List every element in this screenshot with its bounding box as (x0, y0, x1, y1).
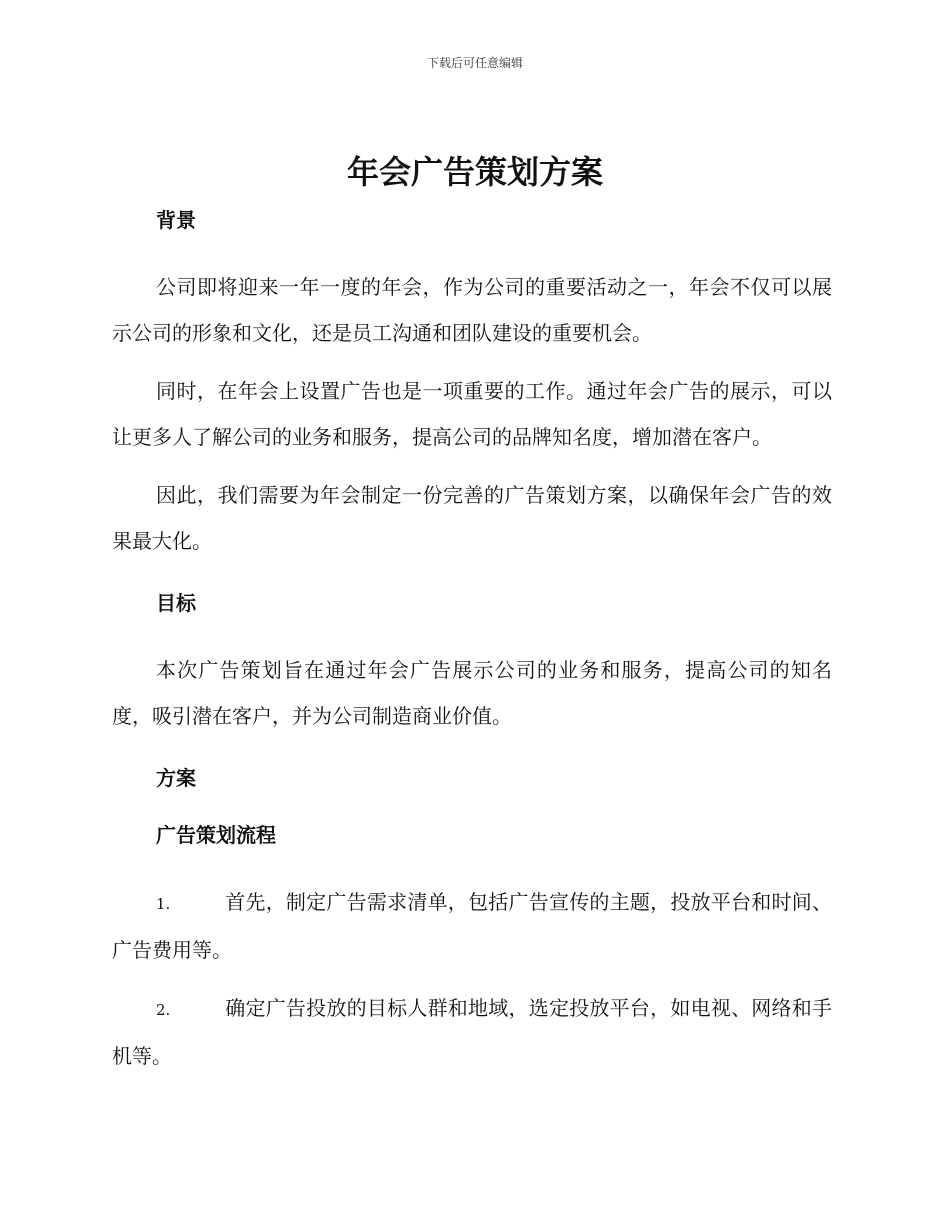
list-item-step-2 (112, 985, 832, 1079)
section-heading-background: 背景 (156, 208, 196, 232)
page-header-note: 下载后可任意编辑 (426, 56, 523, 70)
list-text: 确定广告投放的目标人群和地域，选定投放平台，如电视、网络和手机等。 (112, 996, 832, 1068)
section-heading-process: 广告策划流程 (156, 823, 276, 847)
document-body (112, 203, 832, 1079)
list-text: 首先，制定广告需求清单，包括广告宣传的主题，投放平台和时间、广告费用等。 (112, 890, 832, 962)
paragraph-background-3: 因此，我们需要为年会制定一份完善的广告策划方案，以确保年会广告的效果最大化。 (112, 483, 832, 553)
section-heading-goal: 目标 (156, 591, 196, 615)
section-heading-plan: 方案 (156, 766, 196, 790)
paragraph-goal-1: 本次广告策划旨在通过年会广告展示公司的业务和服务，提高公司的知名度，吸引潜在客户，并为公司制造商业价值。 (112, 658, 832, 728)
list-number: 2. (156, 1001, 171, 1019)
paragraph-background-2: 同时，在年会上设置广告也是一项重要的工作。通过年会广告的展示，可以让更多人了解公司的业务和服务，提高公司的品牌知名度，增加潜在客户。 (112, 379, 832, 449)
list-number: 1. (156, 895, 171, 913)
document-title: 年会广告策划方案 (346, 153, 603, 191)
paragraph-background-1: 公司即将迎来一年一度的年会，作为公司的重要活动之一，年会不仅可以展示公司的形象和文化，还是员工沟通和团队建设的重要机会。 (112, 275, 832, 345)
list-item-step-1 (112, 879, 832, 973)
